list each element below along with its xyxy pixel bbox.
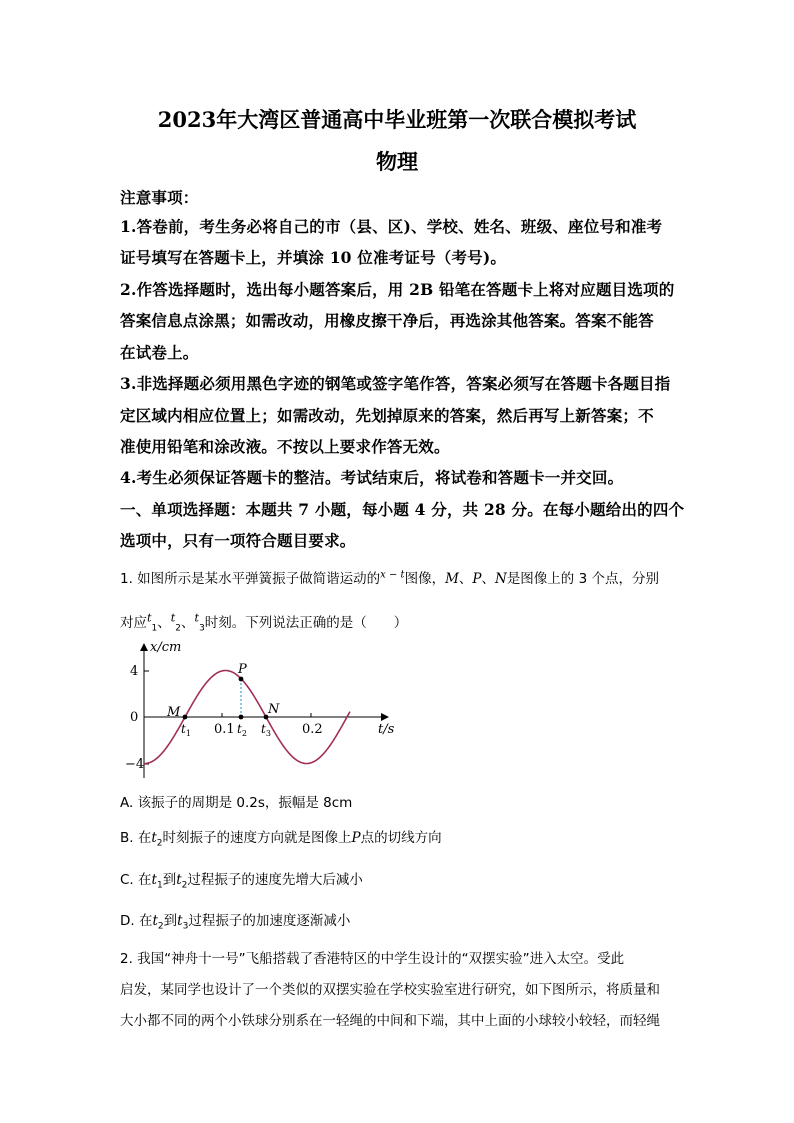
exam-title: 2023年大湾区普通高中毕业班第一次联合模拟考试	[157, 107, 637, 132]
y-tick-neg4: −4	[125, 757, 145, 772]
notice-line: 4.考生必须保证答题卡的整洁。考试结束后，将试卷和答题卡一并交回。	[120, 468, 624, 487]
label-t2: $t_2$	[237, 722, 247, 738]
point-t2	[239, 715, 244, 720]
notice-line: 准使用铅笔和涂改液。不按以上要求作答无效。	[120, 437, 450, 456]
xt-graph	[125, 636, 405, 781]
y-axis-label: x/cm	[150, 640, 182, 655]
question-2-line: 大小都不同的两个小铁球分别系在一轻绳的中间和下端，其中上面的小球较小较轻，而轻绳	[120, 1013, 660, 1029]
y-tick-0: 0	[130, 710, 139, 725]
x-axis-label: t/s	[378, 722, 395, 737]
section-heading: 选项中，只有一项符合题目要求。	[120, 531, 356, 550]
x-tick-02: 0.2	[302, 722, 323, 737]
notice-line: 答案信息点涂黑；如需改动，用橡皮擦干净后，再选涂其他答案。答案不能答	[120, 311, 654, 330]
label-m: M	[167, 705, 181, 720]
label-t1: $t_1$	[181, 722, 191, 738]
label-p: P	[238, 662, 247, 677]
option-b: B. 在$t_2$时刻振子的速度方向就是图像上P点的切线方向	[120, 830, 442, 849]
notice-line: 在试卷上。	[120, 343, 199, 362]
notice-line: 3.非选择题必须用黑色字迹的钢笔或签字笔作答，答案必须写在答题卡各题目指	[120, 374, 671, 393]
label-t3: $t_3$	[261, 722, 271, 738]
notice-line: 1.答卷前，考生务必将自己的市（县、区)、学校、姓名、班级、座位号和准考	[120, 217, 663, 236]
question-1-stem: 1. 如图所示是某水平弹簧振子做简谐运动的$^{x - t}$图像，M、P、N是图像上的 3 个点，分别	[120, 569, 659, 587]
question-2-line: 启发，某同学也设计了一个类似的双摆实验在学校实验室进行研究，如下图所示，将质量和	[120, 982, 660, 998]
point-p	[239, 677, 244, 682]
question-2-line: 2. 我国“神舟十一号”飞船搭载了香港特区的中学生设计的“双摆实验”进入太空。受此	[120, 951, 625, 967]
question-1-stem-cont: 对应$^t_1$、$^t_2$、$^t_3$时刻。下列说法正确的是（ ）	[120, 611, 408, 634]
option-d: D. 在$t_2$到$t_3$过程振子的加速度逐渐减小	[120, 913, 351, 932]
y-tick-4: 4	[130, 664, 139, 679]
section-heading: 一、单项选择题：本题共 7 小题，每小题 4 分，共 28 分。在每小题给出的四个	[120, 500, 685, 519]
point-m	[183, 715, 188, 720]
x-tick-01: 0.1	[214, 722, 235, 737]
option-a: A. 该振子的周期是 0.2s，振幅是 8cm	[120, 795, 353, 811]
xt-symbol: x − t	[380, 569, 405, 581]
subject-title: 物理	[376, 149, 418, 174]
option-c: C. 在$t_1$到$t_2$过程振子的速度先增大后减小	[120, 872, 363, 891]
notice-line: 证号填写在答题卡上，并填涂 10 位准考证号（考号)。	[120, 248, 507, 267]
notice-line: 2.作答选择题时，选出每小题答案后，用 2B 铅笔在答题卡上将对应题目选项的	[120, 280, 675, 299]
notice-line: 定区域内相应位置上；如需改动，先划掉原来的答案，然后再写上新答案；不	[120, 406, 654, 425]
notice-heading: 注意事项：	[120, 188, 199, 207]
label-n: N	[268, 702, 280, 717]
